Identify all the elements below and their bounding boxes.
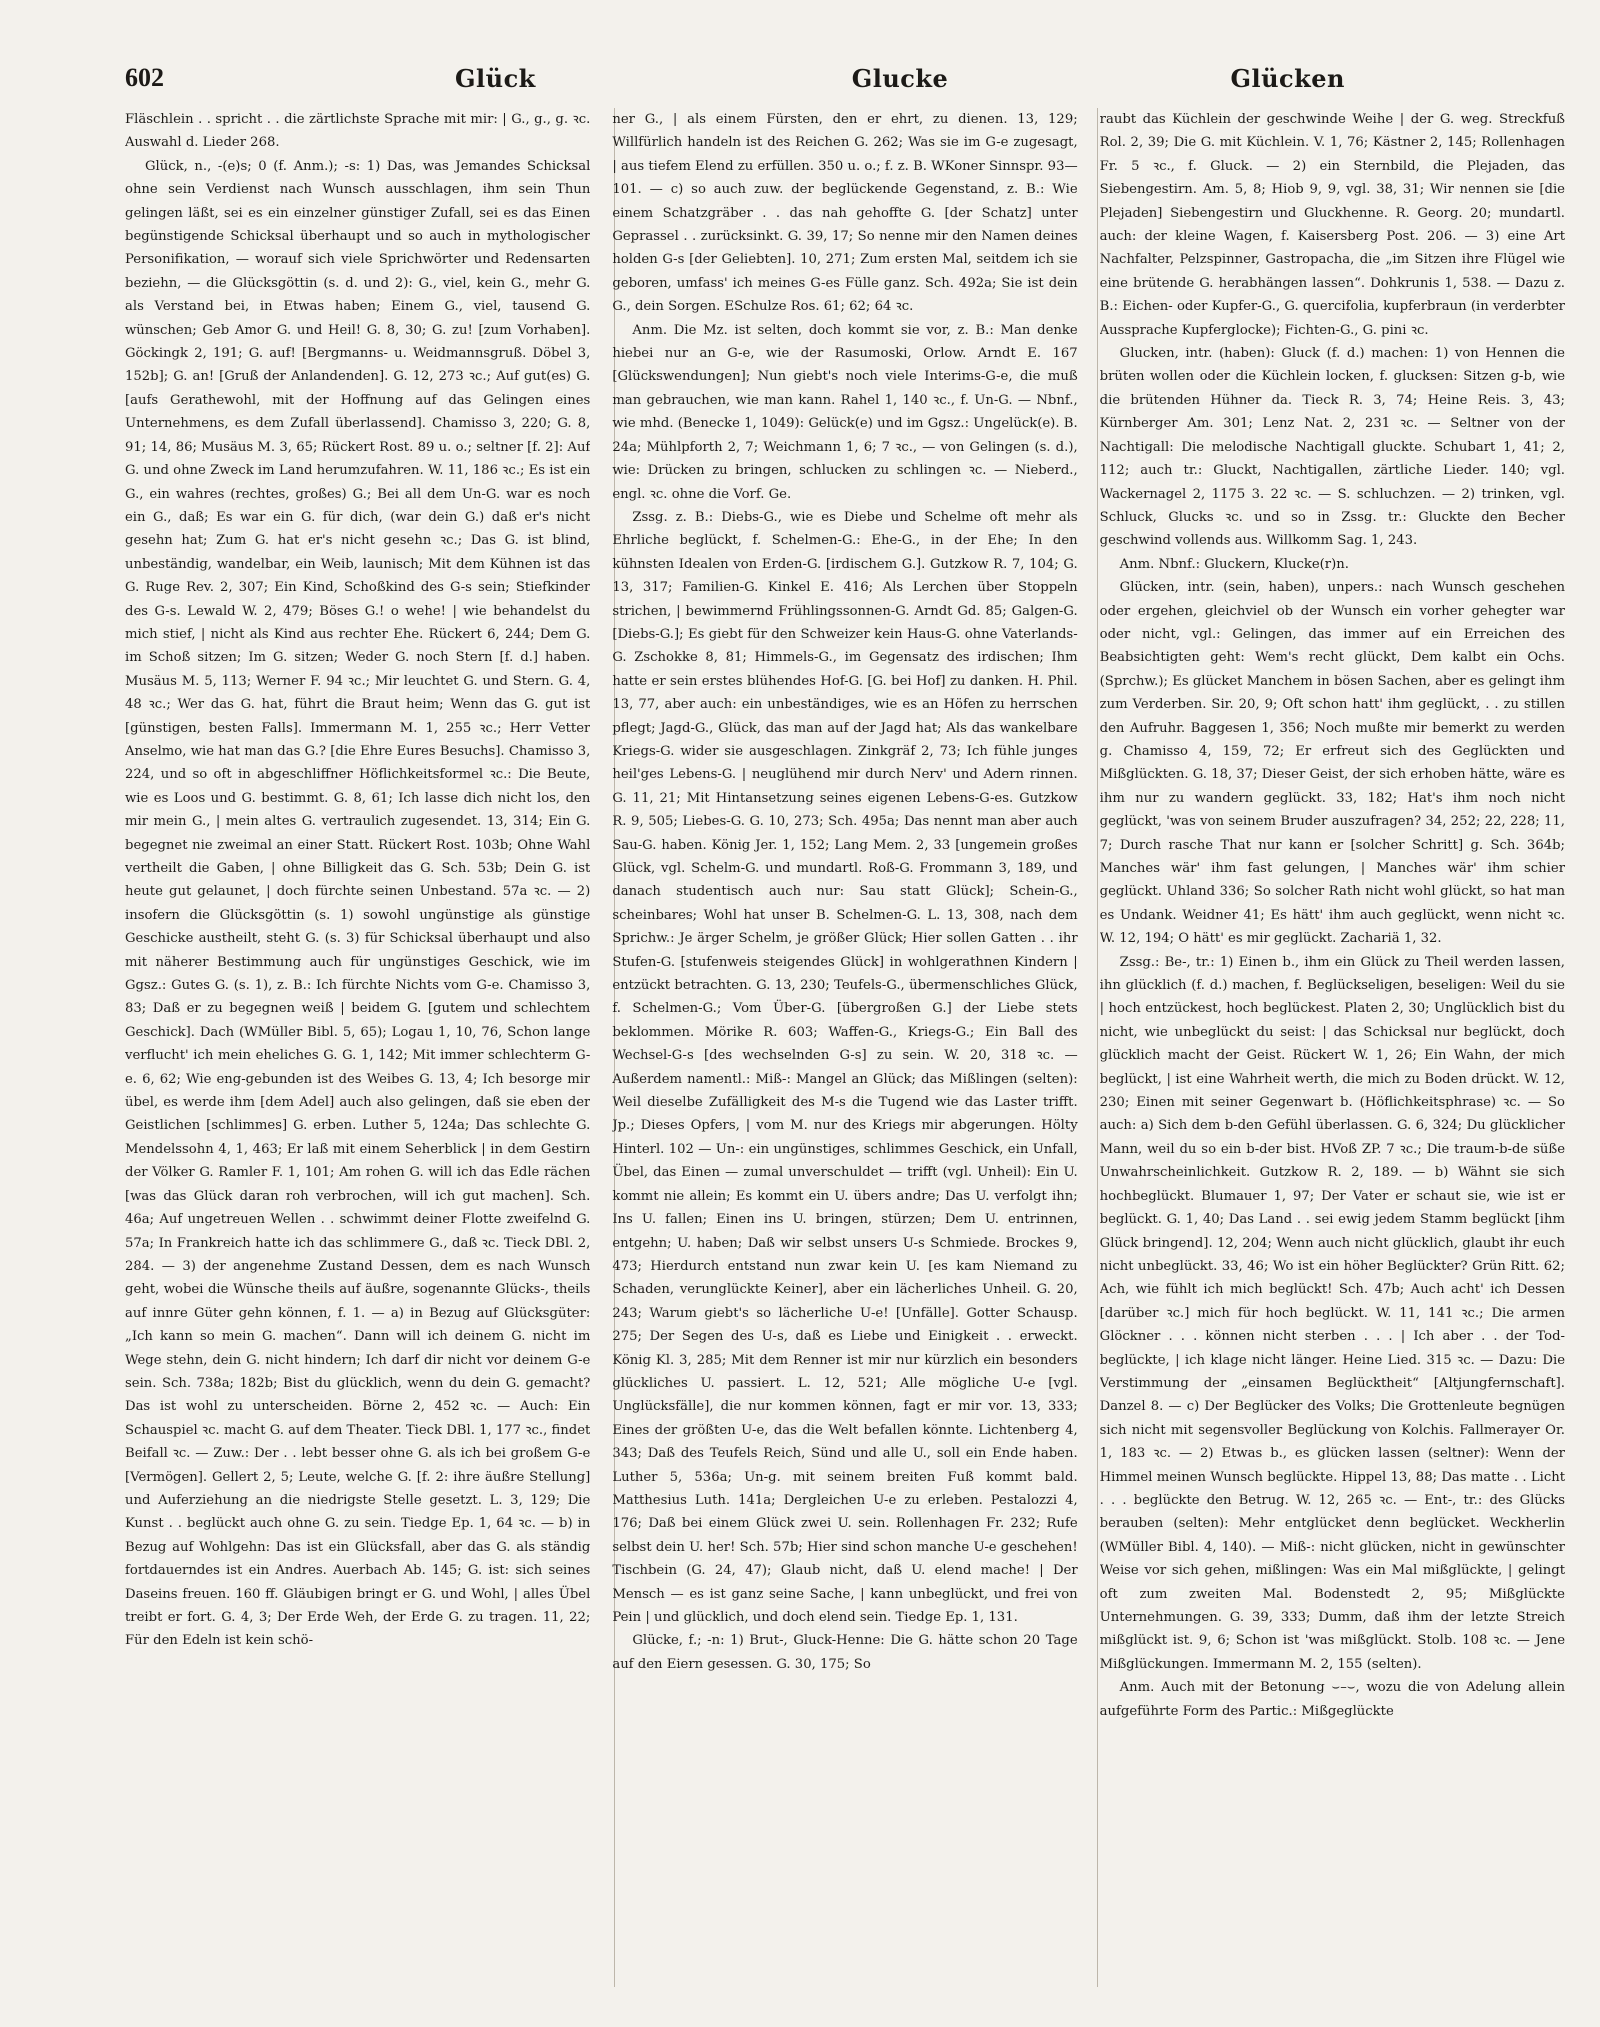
paragraph: Glück, n., -(e)s; 0 (f. Anm.); -s: 1) Das, was Jemandes Schicksal ohne sein Verdienst nach Wunsch ausschlagen, ihm sein Thun gelingen läßt, sei es ein einzelner günstiger Zufall, sei es das Einen begünstigende Schicksal überhaupt und so auch in mythologischer Personifikation, — worauf sich viele Sprichwörter und Redensarten beziehn, — die Glücksgöttin (s. d. und 2): G., viel, kein G., mehr G. als Verstand bei, in Etwas haben; Einem G., viel, tausend G. wünschen; Geb Amor G. und Heil! G. 8, 30; G. zu! [zum Vorhaben]. Göckingk 2, 191; G. auf! [Bergmanns- u. Weidmannsgruß. Döbel 3, 152b]; G. an! [Gruß der Anlandenden]. G. 12, 273 ꝛc.; Auf gut(es) G. [aufs Gerathewohl, mit der Hoffnung auf das Gelingen eines Unternehmens, es dem Zufall überlassend]. Chamisso 3, 220; G. 8, 91; 14, 86; Musäus M. 3, 65; Rückert Rost. 89 u. o.; seltner [f. 2]: Auf G. und ohne Zweck im Land herumzufahren. W. 11, 186 ꝛc.; Es ist ein G., ein wahres (rechtes, großes) G.; Bei all dem Un-G. war es noch ein G., daß; Es war ein G. für dich, (war dein G.) daß er's nicht gesehn hat; Zum G. hat er's nicht gesehn ꝛc.; Das G. ist blind, unbeständig, wandelbar, ein Weib, launisch; Mit dem Kühnen ist das G. Ruge Rev. 2, 307; Ein Kind, Schoßkind des G-s sein; Stiefkinder des G-s. Lewald W. 2, 479; Böses G.! o wehe! | wie behandelst du mich stief, | nicht als Kind aus rechter Ehe. Rückert 6, 244; Dem G. im Schoß sitzen; Im G. sitzen; Weder G. noch Stern [f. d.] haben. Musäus M. 5, 113; Werner F. 94 ꝛc.; Mir leuchtet G. und Stern. G. 4, 48 ꝛc.; Wer das G. hat, führt die Braut heim; Wenn das G. gut ist [günstigen, besten Falls]. Immermann M. 1, 255 ꝛc.; Herr Vetter Anselmo, wie hat man das G.? [die Ehre Eures Besuchs]. Chamisso 3, 224, und so oft in abgeschliffner Höflichkeitsformel ꝛc.: Die Beute, wie es Loos und G. bestimmt. G. 8, 61; Ich lasse dich nicht los, den mir mein G., | mein altes G. vertraulich zugesendet. 13, 314; Ein G. begegnet nie zweimal an einer Statt. Rückert Rost. 103b; Ohne Wahl vertheilt die Gaben, | ohne Billigkeit das G. Sch. 53b; Dein G. ist heute gut gelaunet, | doch fürchte seinen Unbestand. 57a ꝛc. — 2) insofern die Glücksgöttin (s. 1) sowohl ungünstige als günstige Geschicke austheilt, steht G. (s. 3) für Schicksal überhaupt und also mit näherer Bestimmung auch für ungünstiges Geschick, wie im Ggsz.: Gutes G. (s. 1), z. B.: Ich fürchte Nichts vom G-e. Chamisso 3, 83; Daß er zu begegnen weiß | beidem G. [gutem und schlechtem Geschick]. Dach (WMüller Bibl. 5, 65); Logau 1, 10, 76, Schon lange verflucht' ich mein eheliches G. G. 1, 142; Mit immer schlechterm G-e. 6, 62; Wie eng-gebunden ist des Weibes G. 13, 4; Ich besorge mir übel, es werde ihm [dem Adel] auch also gelingen, daß sie eben der Geistlichen [schlimmes] G. erben. Luther 5, 124a; Das schlechte G. Mendelssohn 4, 1, 463; Er laß mit einem Seherblick | in dem Gestirn der Völker G. Ramler F. 1, 101; Am rohen G. will ich das Edle rächen [was das Glück daran roh verbrochen, will ich gut machen]. Sch. 46a; Auf ungetreuen Wellen . . schwimmt deiner Flotte zweifelnd G. 57a; In Frankreich hatte ich das schlimmere G., daß ꝛc. Tieck DBl. 2, 284. — 3) der angenehme Zustand Dessen, dem es nach Wunsch geht, wobei die Wünsche theils auf äußre, sogenannte Glücks-, theils auf innre Güter gehn können, f. 1. — a) in Bezug auf Glücksgüter: „Ich kann so mein G. machen“. Dann will ich deinem G. nicht im Wege stehn, dein G. nicht hindern; Ich darf dir nicht vor deinem G-e sein. Sch. 738a; 182b; Bist du glücklich, wenn du dein G. gemacht? Das ist wohl zu unterscheiden. Börne 2, 452 ꝛc. — Auch: Ein Schauspiel ꝛc. macht G. auf dem Theater. Tieck DBl. 1, 177 ꝛc., findet Beifall ꝛc. — Zuw.: Der . . lebt besser ohne G. als ich bei großem G-e [Vermögen]. Gellert 2, 5; Leute, welche G. [f. 2: ihre äußre Stellung] und Auferziehung an die niedrigste Stelle gesetzt. L. 3, 129; Die Kunst . . beglückt auch ohne G. zu sein. Tiedge Ep. 1, 64 ꝛc. — b) in Bezug auf Wohlgehn: Das ist ein Glücksfall, aber das G. als ständig fortdauerndes ist ein Andres. Auerbach Ab. 145; G. ist: sich seines Daseins freuen. 160 ff. Gläubigen bringt er G. und Wohl, | alles Übel treibt er fort. G. 4, 3; Der Erde Weh, der Erde G. zu tragen. 11, 22; Für den Edeln ist kein schö- xyxy=(125,158,591,1649)
column-right xyxy=(1100,108,1565,1987)
running-headword-right: Glücken xyxy=(1230,63,1346,93)
paragraph: ner G., | als einem Fürsten, den er ehrt, zu dienen. 13, 129; Willfürlich handeln ist des Reichen G. 262; Was sie im G-e zugesagt, | aus tiefem Elend zu erfüllen. 350 u. o.; f. z. B. WKoner Sinnspr. 93—101. — c) so auch zuw. der beglückende Gegenstand, z. B.: Wie einem Schatzgräber . . das nah gehoffte G. [der Schatz] unter Geprassel . . zurücksinkt. G. 39, 17; So nenne mir den Namen deines holden G-s [der Geliebten]. 10, 271; Zum ersten Mal, seitdem ich sie geboren, umfass' ich meines G-es Fülle ganz. Sch. 492a; Sie ist dein G., dein Sorgen. ESchulze Ros. 61; 62; 64 ꝛc. xyxy=(612,112,1078,315)
running-headword-middle: Glucke xyxy=(851,63,949,93)
paragraph: Fläschlein . . spricht . . die zärtlichste Sprache mit mir: | G., g., g. ꝛc. Auswahl d. Lieder 268. xyxy=(125,112,591,151)
paragraph: raubt das Küchlein der geschwinde Weihe | der G. weg. Streckfuß Rol. 2, 39; Die G. mit Küchlein. V. 1, 76; Kästner 2, 145; Rollenhagen Fr. 5 ꝛc., f. Gluck. — 2) ein Sternbild, die Plejaden, das Siebengestirn. Am. 5, 8; Hiob 9, 9, vgl. 38, 31; Wir nennen sie [die Plejaden] Siebengestirn und Gluckhenne. R. Georg. 20; mundartl. auch: der kleine Wagen, f. Kaisersberg Post. 206. — 3) eine Art Nachfalter, Pelzspinner, Gastropacha, die „im Sitzen ihre Flügel wie eine brütende G. herabhängen lassen“. Dohkrunis 1, 538. — Dazu z. B.: Eichen- oder Kupfer-G., G. quercifolia, kupferbraun (in verderbter Aussprache Kupferglocke); Fichten-G., G. pini ꝛc. xyxy=(1099,112,1565,338)
paragraph: Anm. Die Mz. ist selten, doch kommt sie vor, z. B.: Man denke hiebei nur an G-e, wie der Rasumoski, Orlow. Arndt E. 167 [Glückswendungen]; Nun giebt's noch viele Interims-G-e, die muß man gebrauchen, wie man kann. Rahel 1, 140 ꝛc., f. Un-G. — Nbnf., wie mhd. (Benecke 1, 1049): Gelück(e) und im Ggsz.: Ungelück(e). B. 24a; Mühlpforth 2, 7; Weichmann 1, 6; 7 ꝛc., — von Gelingen (s. d.), wie: Drücken zu bringen, schlucken zu schlingen ꝛc. — Nieberd., engl. ꝛc. ohne die Vorf. Ge. xyxy=(612,322,1078,502)
paragraph: Anm. Nbnf.: Gluckern, Klucke(r)n. xyxy=(1119,556,1349,572)
page-header xyxy=(125,58,1565,98)
text-columns xyxy=(125,108,1565,1987)
paragraph: Glücken, intr. (sein, haben), unpers.: nach Wunsch geschehen oder ergehen, gleichviel ob der Wunsch ein vorher gehegter war oder nicht, vgl.: Gelingen, das immer auf ein Erreichen des Beabsichtigten geht: Wem's recht glückt, Dem kalbt ein Ochs. (Sprchw.); Es glücket Manchem in bösen Sachen, aber es gelingt ihm zum Verderben. Sir. 20, 9; Oft schon hatt' ihm geglückt, . . zu stillen den Aufruhr. Baggesen 1, 356; Noch mußte mir bemerkt zu werden g. Chamisso 4, 159, 72; Er erfreut sich des Geglückten und Mißglückten. G. 18, 37; Dieser Geist, der sich erhoben hätte, wäre es ihm nur zu wandern geglückt. 33, 182; Hat's ihm noch nicht geglückt, 'was von seinem Bruder auszufragen? 34, 252; 22, 228; 11, 7; Durch rasche That nur kann er [solcher Schritt] g. Sch. 364b; Manches wär' ihm fast gelungen, | Manches wär' ihm schier geglückt. Uhland 336; So solcher Rath nicht wohl glückt, so hat man es Undank. Weidner 41; Es hätt' ihm auch geglückt, wenn nicht ꝛc. W. 12, 194; O hätt' es mir geglückt. Zachariä 1, 32. xyxy=(1099,580,1565,947)
paragraph: Anm. Auch mit der Betonung ⌣–⌣, wozu die von Adelung allein aufgeführte Form des Partic.: Mißgeglückte xyxy=(1099,1680,1565,1719)
paragraph: Zssg.: Be-, tr.: 1) Einen b., ihm ein Glück zu Theil werden lassen, ihn glücklich (f. d.) machen, f. Beglückseligen, beseligen: Weil du sie | hoch entzückest, hoch beglückest. Platen 2, 30; Unglücklich bist du nicht, wie unbeglückt du seist: | das Schicksal nur beglückt, doch glücklich macht der Geist. Rückert W. 1, 26; Ein Wahn, der mich beglückt, | ist eine Wahrheit werth, die mich zu Boden drückt. W. 12, 230; Einen mit seiner Gegenwart b. (Höflichkeitsphrase) ꝛc. — So auch: a) Sich dem b-den Gefühl überlassen. G. 6, 324; Du glücklicher Mann, weil du so ein b-der bist. HVoß ZP. 7 ꝛc.; Die traum-b-de süße Unwahrscheinlichkeit. Gutzkow R. 2, 189. — b) Wähnt sie sich hochbeglückt. Blumauer 1, 97; Der Vater er schaut sie, wie ist er beglückt. G. 1, 40; Das Land . . sei ewig jedem Stamm beglückt [ihm Glück bringend]. 12, 204; Wenn auch nicht glücklich, glaubt ihr euch nicht unbeglückt. 33, 46; Wo ist ein höher Beglückter? Grün Ritt. 62; Ach, wie fühlt ich mich beglückt! Sch. 47b; Auch acht' ich Dessen [darüber ꝛc.] mich für hoch beglückt. W. 11, 141 ꝛc.; Die armen Glöckner . . . können nicht sterben . . . | Ich aber . . der Tod-beglückte, | ich klage nicht länger. Heine Lied. 315 ꝛc. — Dazu: Die Verstimmung der „einsamen Beglücktheit“ [Altjungfernschaft]. Danzel 8. — c) Der Beglücker des Volks; Die Grottenleute begnügen sich nicht mit segensvoller Beglückung von Kolchis. Fallmerayer Or. 1, 183 ꝛc. — 2) Etwas b., es glücken lassen (seltner): Wenn der Himmel meinen Wunsch beglückte. Hippel 13, 88; Das matte . . Licht . . . beglückte den Betrug. W. 12, 265 ꝛc. — Ent-, tr.: des Glücks berauben (selten): Mehr entglücket denn beglücket. Weckherlin (WMüller Bibl. 4, 140). — Miß-: nicht glücken, nicht in gewünschter Weise vor sich gehen, mißlingen: Was ein Mal mißglückte, | gelingt oft zum zweiten Mal. Bodenstedt 2, 95; Mißglückte Unternehmungen. G. 39, 333; Dumm, daß ihm der letzte Streich mißglückt ist. 9, 6; Schon ist 'was mißglückt. Stolb. 108 ꝛc. — Jene Mißglückungen. Immermann M. 2, 155 (selten). xyxy=(1099,954,1565,1672)
paragraph: Zssg. z. B.: Diebs-G., wie es Diebe und Schelme oft mehr als Ehrliche beglückt, f. Schelmen-G.: Ehe-G., in der Ehe; In den kühnsten Idealen von Erden-G. [irdischem G.]. Gutzkow R. 7, 104; G. 13, 317; Familien-G. Kinkel E. 416; Als Lerchen über Stoppeln strichen, | bewimmernd Frühlingssonnen-G. Arndt Gd. 85; Galgen-G. [Diebs-G.]; Es giebt für den Schweizer kein Haus-G. ohne Vaterlands-G. Zschokke 8, 81; Himmels-G., im Gegensatz des irdischen; Ihm hatte er sein erstes blühendes Hof-G. [G. bei Hof] zu danken. H. Phil. 13, 77, aber auch: ein unbeständiges, wie es an Höfen zu herrschen pflegt; Jagd-G., Glück, das man auf der Jagd hat; Als das wankelbare Kriegs-G. wider sie ausgeschlagen. Zinkgräf 2, 73; Ich fühle junges heil'ges Lebens-G. | neuglühend mir durch Nerv' und Adern rinnen. G. 11, 21; Mit Hintansetzung seines eigenen Lebens-G-es. Gutzkow R. 9, 505; Liebes-G. G. 10, 273; Sch. 495a; Das nennt man aber auch Sau-G. haben. König Jer. 1, 152; Lang Mem. 2, 33 [ungemein großes Glück, vgl. Schelm-G. und mundartl. Roß-G. Frommann 3, 189, und danach studentisch auch nur: Sau statt Glück]; Schein-G., scheinbares; Wohl hat unser B. Schelmen-G. L. 13, 308, nach dem Sprichw.: Je ärger Schelm, je größer Glück; Hier sollen Gatten . . ihr Stufen-G. [stufenweis steigendes Glück] in wohlgerathnen Kindern | entzückt betrachten. G. 13, 230; Teufels-G., übermenschliches Glück, f. Schelmen-G.; Vom Über-G. [übergroßen G.] der Liebe stets beklommen. Mörike R. 603; Waffen-G., Kriegs-G.; Ein Ball des Wechsel-G-s [des wechselnden G-s] zu sein. W. 20, 318 ꝛc. — Außerdem namentl.: Miß-: Mangel an Glück; das Mißlingen (selten): Weil dieselbe Zufälligkeit des M-s die Tugend wie das Laster trifft. Jp.; Dieses Opfers, | vom M. nur des Kriegs mir abgerungen. Hölty Hinterl. 102 — Un-: ein ungünstiges, schlimmes Geschick, ein Unfall, Übel, das Einen — zumal unverschuldet — trifft (vgl. Unheil): Ein U. kommt nie allein; Es kommt ein U. übers andre; Das U. verfolgt ihn; Ins U. fallen; Einen ins U. bringen, stürzen; Dem U. entrinnen, entgehn; U. haben; Daß wir selbst unsers U-s Schmiede. Brockes 9, 473; Hierdurch entstand nun zwar kein U. [es kam Niemand zu Schaden, verunglückte Keiner], aber ein lächerliches Unheil. G. 20, 243; Warum giebt's so lächerliche U-e! [Unfälle]. Gotter Schausp. 275; Der Segen des U-s, daß es Liebe und Einigkeit . . erweckt. König Kl. 3, 285; Mit dem Renner ist mir nur kürzlich ein besonders glückliches U. passiert. L. 12, 521; Alle mögliche U-e [vgl. Unglücksfälle], die nur kommen können, fagt er mir vor. 13, 333; Eines der größten U-e, das die Welt befallen könnte. Lichtenberg 4, 343; Daß des Teufels Reich, Sünd und alle U., soll ein Ende haben. Luther 5, 536a; Un-g. mit seinem breiten Fuß kommt bald. Matthesius Luth. 141a; Dergleichen U-e zu erleben. Pestalozzi 4, 176; Daß bei einem Glück zwei U. sein. Rollenhagen Fr. 232; Rufe selbst dein U. her! Sch. 57b; Hier sind schon manche U-e geschehen! Tischbein (G. 24, 47); Glaub nicht, daß U. elend mache! | Der Mensch — es ist ganz seine Sache, | kann unbeglückt, und frei von Pein | und glücklich, und doch elend sein. Tiedge Ep. 1, 131. xyxy=(612,509,1078,1625)
paragraph: Glücke, f.; -n: 1) Brut-, Gluck-Henne: Die G. hätte schon 20 Tage auf den Eiern gesessen. G. 30, 175; So xyxy=(612,1633,1078,1672)
column-left xyxy=(125,108,590,1987)
running-headword-left: Glück xyxy=(455,63,536,93)
paragraph: Glucken, intr. (haben): Gluck (f. d.) machen: 1) von Hennen die brüten wollen oder die Küchlein locken, f. glucksen: Sitzen g-b, wie die brütenden Hühner da. Tieck R. 3, 74; Heine Reis. 3, 43; Kürnberger Am. 301; Lenz Nat. 2, 231 ꝛc. — Seltner von der Nachtigall: Die melodische Nachtigall gluckte. Schubart 1, 41; 2, 112; auch tr.: Gluckt, Nachtigallen, zärtliche Lieder. 140; vgl. Wackernagel 2, 1175 3. 22 ꝛc. — S. schluchzen. — 2) trinken, vgl. Schluck, Glucks ꝛc. und so in Zssg. tr.: Gluckte den Becher geschwind vollends aus. Willkomm Sag. 1, 243. xyxy=(1099,346,1565,549)
page-number: 602 xyxy=(125,63,164,92)
column-middle xyxy=(612,108,1077,1987)
